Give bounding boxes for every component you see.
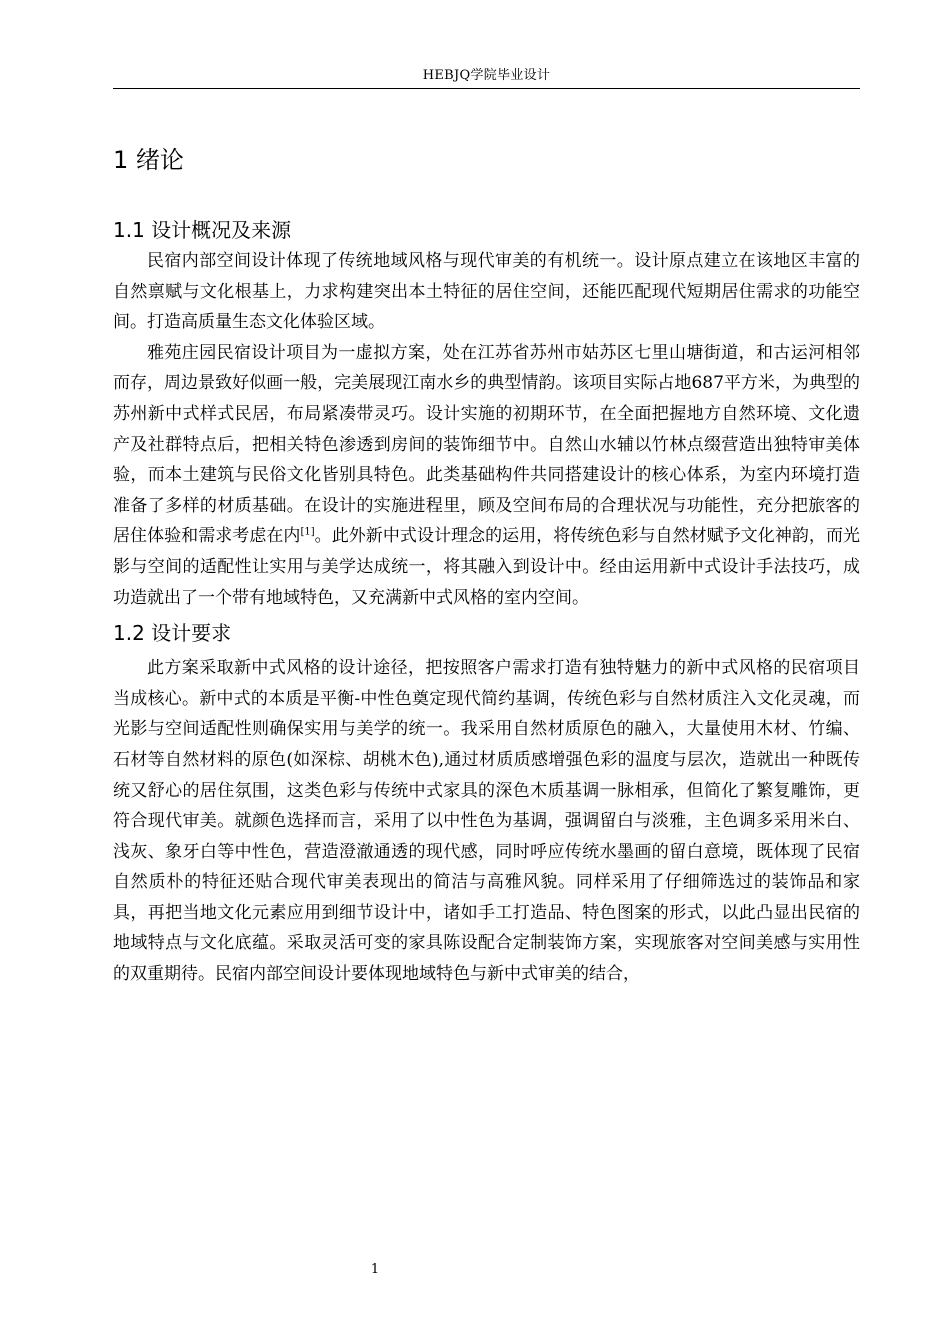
page-number: 1 xyxy=(370,1262,380,1277)
paragraph-1-1-b xyxy=(113,338,860,613)
page-header: HEBJQ学院毕业设计 xyxy=(422,68,551,83)
citation-ref: [1] xyxy=(300,526,315,538)
section-title-1-1: 1.1 设计概况及来源 xyxy=(113,218,292,242)
chapter-title: 1 绪论 xyxy=(113,146,184,174)
header-rule xyxy=(113,88,860,89)
paragraph-1-2-a: 此方案采取新中式风格的设计途径，把按照客户需求打造有独特魅力的新中式风格的民宿项目当成核心。新中式的本质是平衡-中性色奠定现代简约基调，传统色彩与自然材质注入文化灵魂，而光影与空间适配性则确保实用与美学的统一。我采用自然材质原色的融入，大量使用木材、竹编、石材等自然材料的原色(如深棕、胡桃木色),通过材质质感增强色彩的温度与层次，造就出一种既传统又舒心的居住氛围，这类色彩与传统中式家具的深色木质基调一脉相承，但简化了繁复雕饰，更符合现代审美。就颜色选择而言，采用了以中性色为基调，强调留白与淡雅，主色调多采用米白、浅灰、象牙白等中性色，营造澄澈通透的现代感，同时呼应传统水墨画的留白意境，既体现了民宿自然质朴的特征还贴合现代审美表现出的简洁与高雅风貌。同样采用了仔细筛选过的装饰品和家具，再把当地文化元素应用到细节设计中，诸如手工打造品、特色图案的形式，以此凸显出民宿的地域特点与文化底蕴。采取灵活可变的家具陈设配合定制装饰方案，实现旅客对空间美感与实用性的双重期待。民宿内部空间设计要体现地域特色与新中式审美的结合， xyxy=(113,658,860,985)
section-title-1-2: 1.2 设计要求 xyxy=(113,621,232,646)
paragraph-text: 。此外新中式设计理念的运用，将传统色彩与自然材赋予文化神韵，而光影与空间的适配性让实用与美学达成统一，将其融入到设计中。经由运用新中式设计手法技巧，成功造就出了一个带有地域特色，又充满新中式风格的室内空间。 xyxy=(113,526,860,608)
document-body xyxy=(113,142,860,990)
paragraph-text: 雅苑庄园民宿设计项目为一虚拟方案，处在江苏省苏州市姑苏区七里山塘街道，和古运河相邻而存，周边景致好似画一般，完美展现江南水乡的典型情韵。该项目实际占地687平方米，为典型的苏州新中式样式民居，布局紧凑带灵巧。设计实施的初期环节，在全面把握地方自然环境、文化遗产及社群特点后，把相关特色渗透到房间的装饰细节中。自然山水辅以竹林点缀营造出独特审美体验，而本土建筑与民俗文化皆别具特色。此类基础构件共同搭建设计的核心体系，为室内环境打造准备了多样的材质基础。在设计的实施进程里，顾及空间布局的合理状况与功能性，充分把旅客的居住体验和需求考虑在内 xyxy=(113,342,860,547)
paragraph-1-1-a: 民宿内部空间设计体现了传统地域风格与现代审美的有机统一。设计原点建立在该地区丰富的自然禀赋与文化根基上，力求构建突出本土特征的居住空间，还能匹配现代短期居住需求的功能空间。打造高质量生态文化体验区域。 xyxy=(113,251,860,333)
